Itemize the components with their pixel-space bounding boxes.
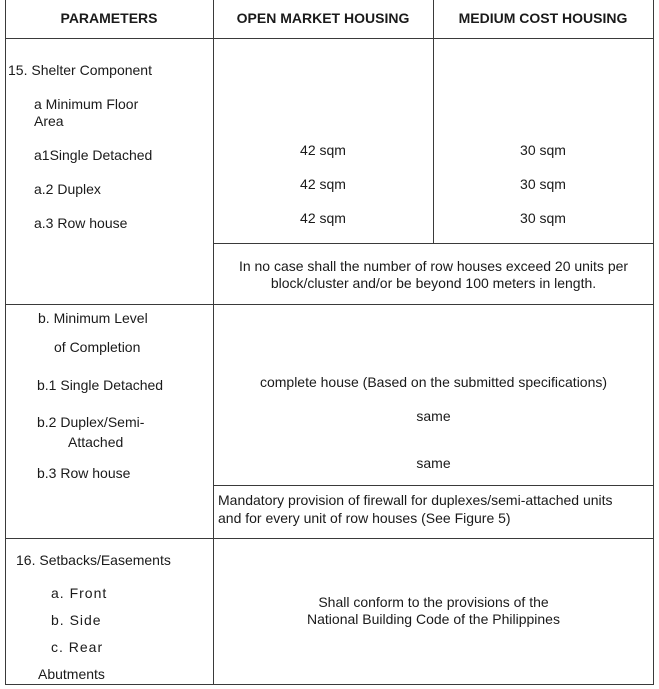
single-detached-medium-cost: 30 sqm [520, 142, 566, 158]
header-parameters: PARAMETERS [60, 10, 158, 26]
completion-title-1: b. Minimum Level [38, 310, 148, 326]
row-house-label: a.3 Row house [34, 215, 128, 231]
shelter-title: 15. Shelter Component [8, 62, 152, 78]
completion-single-value: complete house (Based on the submitted specifications) [259, 374, 608, 390]
row-divider-setbacks [5, 538, 654, 539]
row-divider-completion [5, 304, 654, 305]
setbacks-value-1: Shall conform to the provisions of the [318, 594, 549, 610]
setbacks-value-2: National Building Code of the Philippines [307, 611, 560, 627]
setbacks-title: 16. Setbacks/Easements [16, 552, 171, 568]
firewall-note-2: and for every unit of row houses (See Figure 5) [218, 510, 511, 526]
row-house-limit-note-2: block/cluster and/or be beyond 100 meters in length. [270, 275, 597, 291]
min-floor-area-label-2: Area [34, 113, 64, 129]
header-open-market: OPEN MARKET HOUSING [236, 10, 410, 26]
completion-note-divider [213, 485, 654, 486]
completion-title-2: of Completion [54, 339, 141, 355]
completion-row-label: b.3 Row house [37, 465, 131, 481]
row-house-open-market: 42 sqm [300, 210, 346, 226]
table-bottom-border [5, 684, 654, 685]
abutments-label: Abutments [38, 666, 105, 682]
column-divider-2 [433, 0, 434, 244]
firewall-note-1: Mandatory provision of firewall for duplexes/semi-attached units [218, 492, 613, 508]
setback-front-label: a. Front [51, 585, 108, 601]
row-house-medium-cost: 30 sqm [520, 210, 566, 226]
completion-duplex-label-2: Attached [68, 434, 124, 450]
duplex-medium-cost: 30 sqm [520, 176, 566, 192]
setback-rear-label: c. Rear [51, 639, 104, 655]
completion-row-value: same [416, 455, 451, 471]
min-floor-area-label-1: a Minimum Floor [34, 96, 139, 112]
single-detached-label: a1Single Detached [34, 147, 153, 163]
table-left-border [5, 0, 6, 685]
row-house-limit-note-1: In no case shall the number of row houses exceed 20 units per [238, 258, 629, 274]
completion-single-label: b.1 Single Detached [37, 377, 164, 393]
single-detached-open-market: 42 sqm [300, 142, 346, 158]
header-medium-cost: MEDIUM COST HOUSING [458, 10, 628, 26]
completion-duplex-label-1: b.2 Duplex/Semi- [37, 414, 145, 430]
completion-duplex-value: same [416, 408, 451, 424]
duplex-label: a.2 Duplex [34, 181, 101, 197]
duplex-open-market: 42 sqm [300, 176, 346, 192]
header-divider [5, 38, 654, 39]
table-right-border [653, 0, 654, 685]
column-divider-1 [213, 0, 214, 685]
setback-side-label: b. Side [51, 612, 102, 628]
